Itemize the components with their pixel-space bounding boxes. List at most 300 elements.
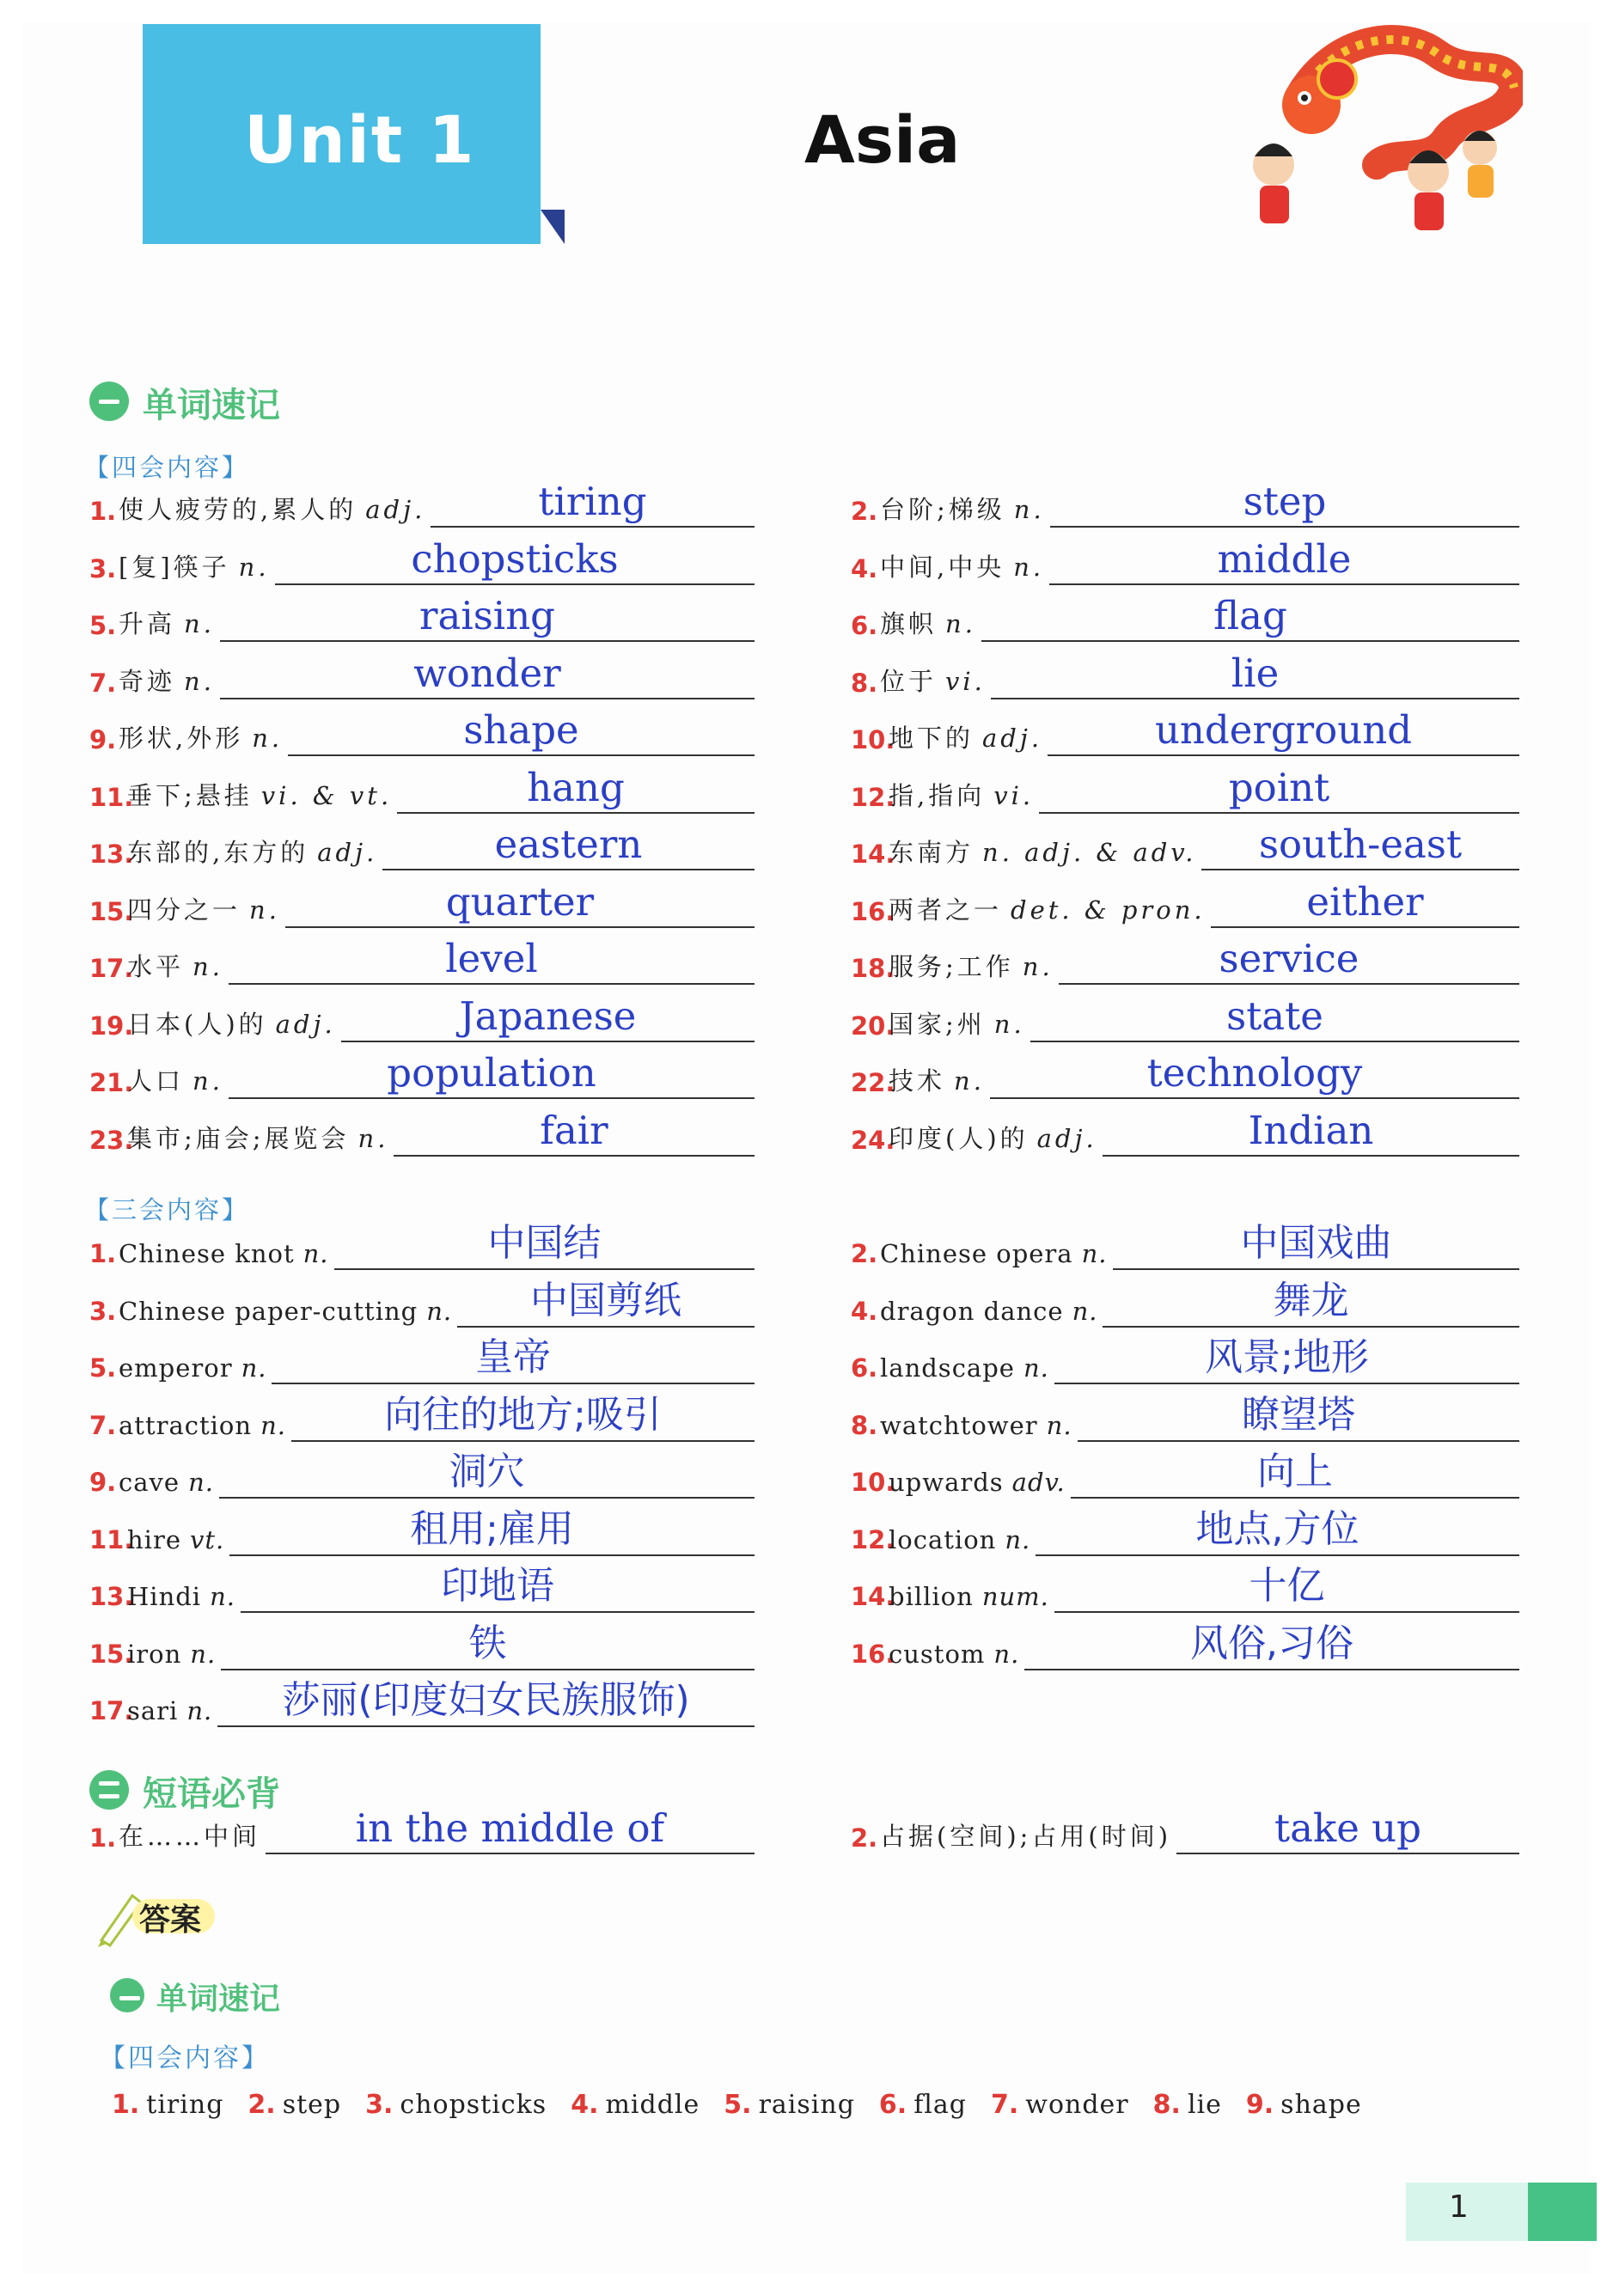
vocab-item: [89, 593, 755, 645]
answer-blank-line: [1050, 526, 1519, 528]
item-prompt: [880, 548, 1044, 583]
answer-blank-line: [288, 754, 755, 756]
answer-key-header: [95, 1887, 266, 1947]
vocab-item: [851, 821, 1519, 874]
answer-blank-line: [1103, 1155, 1519, 1157]
answer-blank-line: [382, 869, 755, 870]
item-number: 20.: [851, 1011, 895, 1041]
item-prompt: [127, 948, 223, 983]
handwritten-answer: technology: [1146, 1050, 1363, 1096]
handwritten-answer: 风俗,习俗: [1190, 1621, 1353, 1665]
group-2-label: 【三会内容】: [84, 1195, 250, 1224]
item-number: 2.: [851, 1239, 878, 1268]
item-prompt-text: emperor: [119, 1353, 233, 1383]
handwritten-answer: raising: [419, 593, 555, 638]
answer-key-word: middle: [605, 2090, 700, 2120]
answer-blank-line: [229, 983, 755, 985]
part-of-speech: adj.: [317, 838, 378, 867]
handwritten-answer: 向往的地方;吸引: [384, 1392, 662, 1437]
vocab-item: [89, 707, 755, 760]
item-prompt: [119, 719, 283, 754]
answer-group-label: 【四会内容】: [100, 2043, 270, 2073]
answer-blank-line: [431, 526, 755, 528]
item-prompt: [127, 1640, 216, 1669]
item-prompt: [119, 1353, 266, 1383]
handwritten-answer: eastern: [494, 821, 643, 867]
answer-key-item: [879, 2090, 967, 2120]
answer-key-item: [571, 2090, 700, 2120]
item-prompt: [889, 1005, 1025, 1041]
part-of-speech: n.: [184, 609, 215, 638]
vocab-item: [89, 1805, 755, 1858]
answer-key-word: chopsticks: [400, 2090, 547, 2120]
item-prompt: [127, 834, 377, 869]
item-prompt: [127, 1525, 224, 1554]
vocab-item: [851, 1450, 1519, 1502]
item-prompt: [127, 891, 280, 926]
item-prompt-text: watchtower: [880, 1410, 1038, 1440]
item-number: 2.: [851, 497, 878, 526]
item-prompt-text: 在……中间: [119, 1822, 261, 1851]
item-prompt: [127, 1005, 336, 1041]
handwritten-answer: service: [1219, 936, 1359, 981]
answer-blank-line: [981, 640, 1519, 642]
item-prompt-text: Chinese opera: [880, 1239, 1073, 1268]
vocab-item: [851, 936, 1519, 988]
item-number: 3.: [89, 553, 117, 583]
answer-section-title: 单词速记: [156, 1982, 281, 2017]
item-number: 13.: [89, 1582, 134, 1611]
item-prompt-text: iron: [127, 1639, 182, 1669]
item-prompt-text: 两者之一: [889, 895, 1003, 925]
item-number: 12.: [851, 782, 895, 812]
vocab-item: [89, 1335, 755, 1388]
part-of-speech: n.: [252, 724, 284, 753]
item-number: 7.: [89, 1410, 117, 1440]
vocab-item: [89, 1050, 755, 1102]
item-prompt-text: sari: [127, 1696, 179, 1725]
answer-blank-line: [285, 926, 755, 928]
handwritten-answer: south-east: [1258, 821, 1463, 867]
answer-key-word: lie: [1187, 2090, 1222, 2120]
handwritten-answer: 十亿: [1249, 1564, 1325, 1608]
item-number: 10.: [851, 1468, 895, 1497]
item-prompt-text: [复]筷子: [119, 552, 230, 582]
part-of-speech: n.: [954, 1066, 985, 1096]
part-of-speech: n.: [241, 1353, 267, 1383]
answer-key-item: [724, 2090, 855, 2120]
vocab-item: [851, 1564, 1519, 1616]
item-prompt-text: 日本(人)的: [127, 1009, 267, 1039]
vocab-item: [89, 1678, 755, 1731]
vocab-item: [89, 821, 755, 874]
answer-key-word: raising: [758, 2090, 855, 2120]
part-of-speech: vi.: [993, 780, 1035, 810]
vocab-item: [851, 707, 1519, 760]
answer-key-number: 1.: [112, 2090, 140, 2120]
vocab-item: [89, 479, 755, 531]
item-number: 11.: [89, 782, 134, 812]
handwritten-answer: point: [1228, 764, 1330, 810]
answer-label: 答案: [139, 1902, 202, 1938]
part-of-speech: num.: [981, 1582, 1049, 1611]
handwritten-answer: 向上: [1257, 1450, 1333, 1493]
part-of-speech: n.: [184, 666, 215, 696]
item-prompt-text: 技术: [889, 1066, 946, 1096]
item-prompt: [889, 948, 1054, 983]
vocab-item: [89, 1450, 755, 1502]
item-number: 18.: [851, 954, 895, 983]
answer-blank-line: [217, 1725, 755, 1727]
item-number: 12.: [851, 1524, 895, 1554]
item-prompt-text: 集市;庙会;展览会: [127, 1123, 350, 1153]
vocab-item: [851, 1805, 1519, 1858]
section-2-title: 短语必背: [143, 1774, 280, 1814]
answer-blank-line: [229, 1097, 755, 1099]
part-of-speech: n.: [190, 1639, 217, 1669]
item-number: 21.: [89, 1068, 134, 1097]
part-of-speech: n.: [1005, 1524, 1031, 1554]
part-of-speech: det. & pron.: [1011, 895, 1206, 925]
vocab-item: [89, 1392, 755, 1445]
item-number: 4.: [851, 1296, 878, 1326]
part-of-speech: adj.: [982, 724, 1043, 753]
item-prompt: [889, 719, 1042, 754]
answer-blank-line: [394, 1155, 755, 1157]
answer-key-item: [991, 2090, 1129, 2120]
item-prompt: [119, 1297, 452, 1326]
vocab-item: [851, 878, 1519, 931]
handwritten-answer: level: [445, 936, 538, 981]
handwritten-answer: underground: [1154, 707, 1413, 753]
item-prompt: [889, 777, 1034, 812]
item-prompt: [880, 1353, 1049, 1383]
handwritten-answer: shape: [463, 707, 579, 753]
part-of-speech: n.: [1013, 552, 1045, 582]
item-prompt: [880, 1297, 1097, 1326]
part-of-speech: n.: [238, 552, 270, 582]
item-prompt-text: 中间,中央: [880, 552, 1005, 582]
unit-banner-fold: [541, 210, 565, 244]
item-number: 8.: [851, 1410, 878, 1440]
part-of-speech: n.: [260, 1410, 286, 1440]
item-prompt: [119, 1468, 214, 1497]
vocab-item: [89, 1506, 755, 1560]
item-prompt: [127, 1120, 388, 1155]
item-prompt-text: 人口: [127, 1066, 185, 1096]
handwritten-answer: chopsticks: [411, 535, 619, 582]
vocab-item: [89, 535, 755, 589]
vocab-item: [851, 1392, 1519, 1445]
part-of-speech: n.: [993, 1009, 1025, 1039]
vocab-item: [89, 764, 755, 817]
part-of-speech: n.: [249, 895, 280, 925]
answer-blank-line: [1059, 983, 1519, 985]
handwritten-answer: middle: [1217, 535, 1352, 582]
item-prompt-text: location: [889, 1524, 997, 1554]
item-number: 16.: [851, 1639, 895, 1669]
answer-key-word: flag: [913, 2090, 967, 2120]
item-prompt-text: hire: [127, 1524, 181, 1554]
answer-key-number: 6.: [878, 2090, 907, 2120]
item-prompt: [889, 891, 1206, 926]
item-number: 22.: [851, 1068, 895, 1097]
handwritten-answer: 铁: [468, 1621, 507, 1665]
part-of-speech: vi.: [945, 666, 986, 696]
item-prompt-text: attraction: [119, 1410, 253, 1440]
part-of-speech: n.: [1072, 1296, 1098, 1326]
handwritten-answer: Japanese: [459, 992, 637, 1039]
part-of-speech: n. adj. & adv.: [982, 838, 1197, 867]
vocab-item: [851, 593, 1519, 645]
item-prompt: [119, 1239, 329, 1268]
item-number: 5.: [89, 1353, 117, 1383]
handwritten-answer: flag: [1213, 593, 1287, 638]
section-1-title: 单词速记: [143, 386, 280, 425]
handwritten-answer: 莎丽(印度妇女民族服饰): [282, 1678, 690, 1722]
item-prompt-text: Chinese paper-cutting: [119, 1296, 419, 1326]
handwritten-answer: quarter: [445, 878, 595, 925]
part-of-speech: n.: [1081, 1239, 1108, 1268]
vocab-item: [851, 535, 1519, 589]
answer-key-number: 7.: [991, 2090, 1019, 2120]
handwritten-answer: lie: [1231, 650, 1280, 696]
item-number: 19.: [89, 1011, 134, 1041]
item-number: 3.: [89, 1296, 117, 1326]
part-of-speech: n.: [1023, 1353, 1049, 1383]
handwritten-answer: fair: [540, 1107, 608, 1153]
vocab-item: [851, 1107, 1519, 1160]
part-of-speech: n.: [1046, 1410, 1072, 1440]
handwritten-answer: step: [1243, 479, 1327, 524]
item-prompt-text: dragon dance: [880, 1296, 1064, 1326]
group-1-label: 【四会内容】: [84, 453, 250, 482]
answer-key-item: [112, 2090, 223, 2120]
answer-key-number: 4.: [571, 2090, 599, 2120]
item-prompt-text: billion: [889, 1582, 974, 1611]
item-number: 16.: [851, 896, 895, 926]
item-number: 7.: [89, 668, 117, 698]
item-number: 11.: [89, 1524, 134, 1554]
part-of-speech: vi. & vt.: [260, 780, 393, 810]
handwritten-answer: in the middle of: [355, 1805, 665, 1851]
item-number: 8.: [851, 668, 878, 698]
vocab-item: [89, 650, 755, 703]
vocab-item: [89, 1278, 755, 1331]
handwritten-answer: 地点,方位: [1195, 1506, 1359, 1551]
vocab-item: [851, 479, 1519, 531]
answer-blank-line: [266, 1853, 755, 1854]
item-number: 6.: [851, 611, 878, 640]
part-of-speech: n.: [210, 1582, 235, 1611]
item-prompt: [880, 1817, 1171, 1853]
handwritten-answer: 舞龙: [1273, 1278, 1349, 1322]
item-prompt: [889, 1120, 1097, 1155]
answer-blank-line: [1024, 1669, 1519, 1670]
handwritten-answer: state: [1226, 992, 1323, 1039]
handwritten-answer: 中国结: [487, 1221, 602, 1265]
item-prompt-text: 占据(空间);占用(时间): [880, 1822, 1172, 1851]
handwritten-answer: 中国戏曲: [1240, 1221, 1392, 1265]
answer-key-number: 8.: [1152, 2090, 1181, 2120]
vocab-item: [89, 1107, 755, 1160]
item-prompt: [889, 1468, 1066, 1497]
answer-blank-line: [341, 1041, 755, 1042]
vocab-item: [89, 936, 755, 988]
vocab-item: [89, 1621, 755, 1674]
page-title: Asia: [804, 101, 961, 178]
handwritten-answer: either: [1306, 878, 1424, 925]
answer-key-number: 5.: [724, 2090, 752, 2120]
item-prompt: [880, 1239, 1108, 1268]
answer-blank-line: [1049, 583, 1519, 585]
item-prompt-text: 服务;工作: [889, 952, 1014, 981]
item-prompt: [889, 1582, 1049, 1611]
item-prompt-text: cave: [119, 1468, 180, 1497]
item-prompt-text: 垂下;悬挂: [127, 780, 253, 810]
item-prompt-text: 水平: [127, 952, 185, 981]
handwritten-answer: wonder: [413, 650, 561, 696]
item-prompt-text: 位于: [880, 666, 938, 696]
handwritten-answer: 风景;地形: [1205, 1335, 1369, 1379]
answer-key-number: 3.: [365, 2090, 394, 2120]
handwritten-answer: 印地语: [441, 1564, 554, 1608]
handwritten-answer: 瞭望塔: [1242, 1392, 1355, 1437]
part-of-speech: n.: [945, 609, 976, 638]
item-prompt: [880, 605, 976, 640]
answer-blank-line: [1030, 1041, 1519, 1042]
answer-key-item: [1153, 2090, 1222, 2120]
section-1-badge-icon: [89, 382, 129, 421]
item-prompt-text: landscape: [880, 1353, 1015, 1383]
item-number: 9.: [89, 1468, 117, 1497]
item-prompt: [119, 548, 270, 583]
item-prompt-text: Chinese knot: [119, 1239, 295, 1268]
item-prompt-text: 国家;州: [889, 1009, 986, 1039]
item-prompt-text: 四分之一: [127, 895, 241, 925]
item-prompt: [880, 491, 1045, 526]
handwritten-answer: 洞穴: [449, 1450, 525, 1493]
item-number: 14.: [851, 840, 895, 869]
item-prompt-text: 使人疲劳的,累人的: [119, 495, 357, 524]
part-of-speech: adv.: [1011, 1468, 1066, 1497]
part-of-speech: n.: [302, 1239, 329, 1268]
vocab-item: [851, 1621, 1519, 1674]
answer-section-badge-icon: [110, 1978, 144, 2012]
item-prompt-text: 东南方: [889, 838, 975, 867]
item-prompt: [119, 663, 215, 698]
part-of-speech: n.: [192, 1066, 223, 1096]
answer-key-item: [1246, 2090, 1362, 2120]
vocab-item: [851, 1221, 1519, 1273]
item-prompt: [127, 1696, 212, 1725]
part-of-speech: n.: [426, 1296, 453, 1326]
item-number: 13.: [89, 840, 134, 869]
item-prompt: [880, 1411, 1072, 1440]
item-number: 9.: [89, 725, 117, 754]
item-number: 1.: [89, 1239, 117, 1268]
answer-blank-line: [991, 698, 1519, 699]
handwritten-answer: hang: [527, 764, 625, 810]
part-of-speech: n.: [1022, 952, 1054, 981]
answer-blank-line: [1039, 812, 1519, 814]
item-prompt-text: 东部的,东方的: [127, 838, 309, 867]
answer-key-list: [112, 2090, 1386, 2120]
item-number: 2.: [851, 1823, 878, 1853]
item-prompt-text: 地下的: [889, 724, 975, 753]
item-prompt: [119, 1817, 260, 1853]
item-prompt: [119, 491, 425, 526]
vocab-item: [89, 878, 755, 931]
unit-title: Unit 1: [244, 101, 476, 178]
answer-blank-line: [1201, 869, 1519, 870]
answer-blank-line: [1211, 926, 1519, 928]
item-number: 15.: [89, 1639, 134, 1669]
item-prompt: [889, 834, 1196, 869]
answer-blank-line: [1048, 754, 1519, 756]
item-prompt: [127, 1582, 235, 1611]
answer-key-number: 2.: [247, 2090, 276, 2120]
vocab-item: [851, 992, 1519, 1046]
handwritten-answer: 中国剪纸: [530, 1278, 681, 1322]
part-of-speech: adj.: [365, 495, 426, 524]
answer-key-item: [247, 2090, 341, 2120]
part-of-speech: adj.: [1036, 1123, 1097, 1153]
item-prompt: [119, 1411, 286, 1440]
item-number: 23.: [89, 1125, 134, 1155]
handwritten-answer: tiring: [538, 479, 647, 524]
answer-blank-line: [990, 1097, 1519, 1099]
handwritten-answer: Indian: [1248, 1107, 1374, 1153]
vocab-item: [89, 1564, 755, 1616]
item-prompt-text: 台阶;梯级: [880, 495, 1005, 524]
item-prompt: [889, 1062, 985, 1097]
item-prompt: [889, 1640, 1019, 1669]
page-number: 1: [1449, 2189, 1469, 2225]
handwritten-answer: 皇帝: [475, 1335, 551, 1379]
answer-key-number: 9.: [1245, 2090, 1274, 2120]
answer-key-word: tiring: [146, 2090, 224, 2120]
item-prompt-text: 奇迹: [119, 666, 176, 696]
item-prompt-text: 形状,外形: [119, 724, 244, 753]
part-of-speech: adj.: [275, 1009, 336, 1039]
part-of-speech: n.: [186, 1696, 213, 1725]
handwritten-answer: population: [387, 1050, 596, 1096]
page-number-accent: [1528, 2183, 1597, 2241]
item-prompt-text: 指,指向: [889, 780, 986, 810]
answer-blank-line: [397, 812, 755, 814]
item-prompt-text: 升高: [119, 609, 176, 638]
dragon-dance-illustration: [1248, 19, 1523, 244]
item-prompt: [119, 605, 215, 640]
vocab-item: [851, 1278, 1519, 1331]
item-prompt: [127, 777, 392, 812]
vocab-item: [851, 1335, 1519, 1388]
answer-blank-line: [220, 698, 755, 699]
part-of-speech: n.: [993, 1639, 1020, 1669]
item-number: 10.: [851, 725, 895, 754]
handwritten-answer: 租用;雇用: [410, 1506, 574, 1551]
answer-blank-line: [1176, 1853, 1519, 1854]
item-number: 24.: [851, 1125, 895, 1155]
answer-key-word: step: [282, 2090, 342, 2120]
section-2-badge-icon: [89, 1770, 129, 1810]
item-number: 5.: [89, 611, 117, 640]
item-prompt-text: upwards: [889, 1468, 1004, 1497]
answer-blank-line: [275, 583, 755, 585]
item-number: 17.: [89, 954, 134, 983]
vocab-item: [89, 992, 755, 1046]
